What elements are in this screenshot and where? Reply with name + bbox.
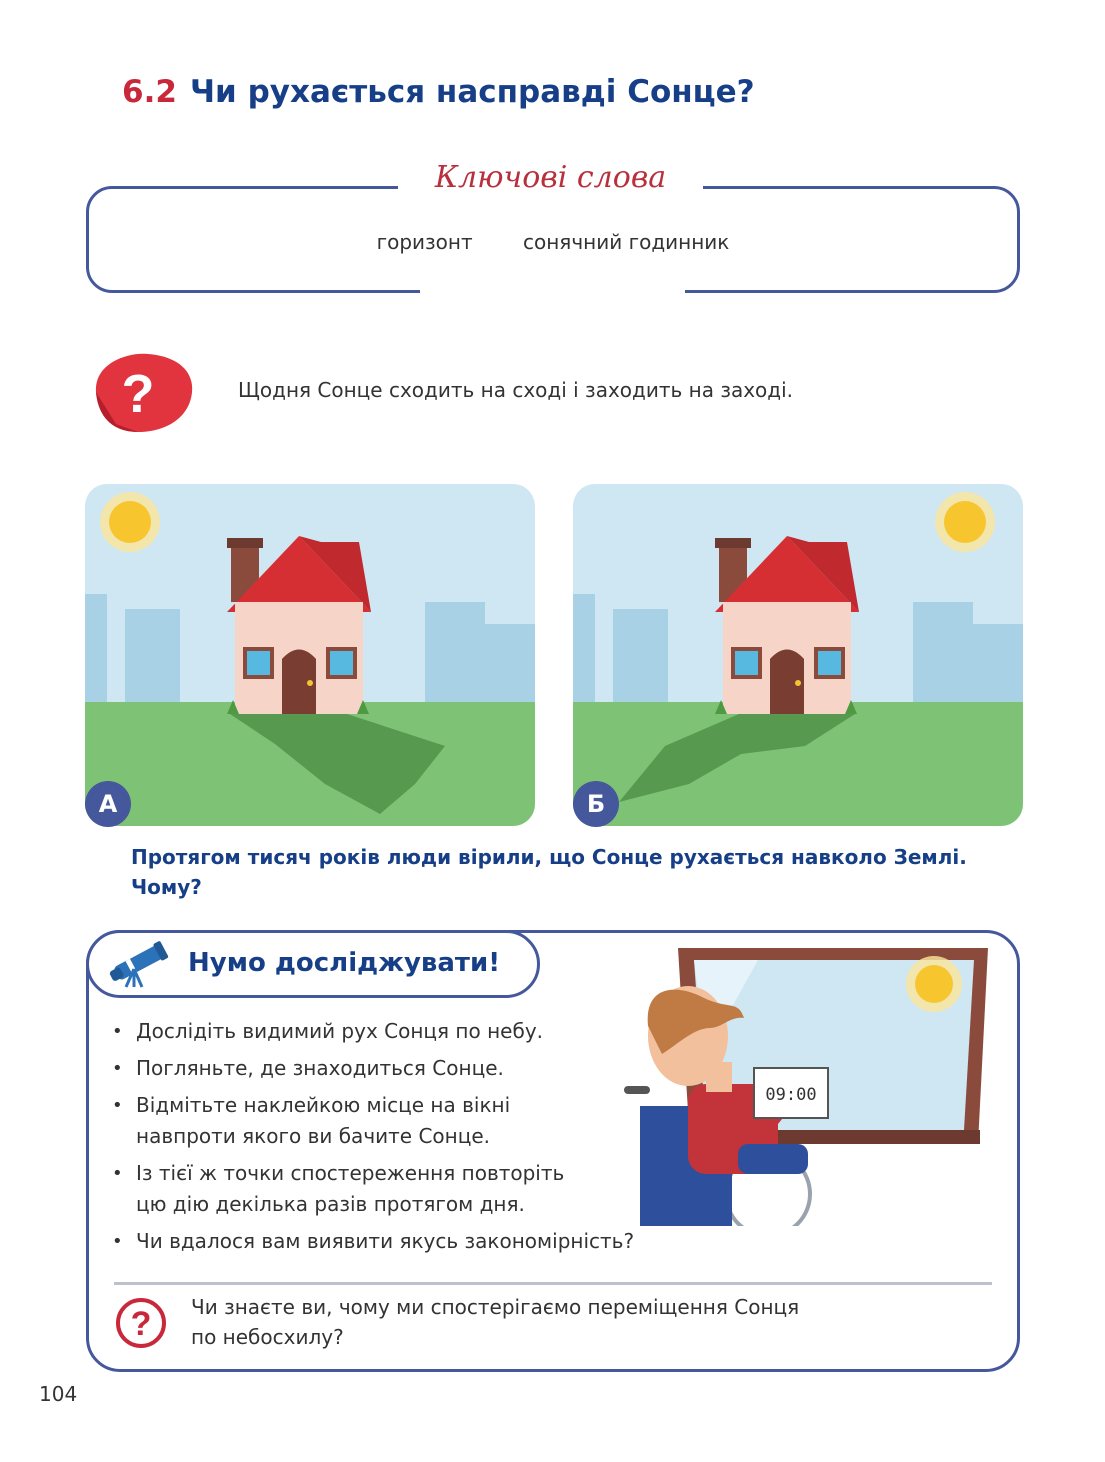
list-item xyxy=(112,1158,634,1220)
discussion-question xyxy=(131,842,1031,902)
illustration-label-b: Б xyxy=(573,781,619,827)
list-item xyxy=(112,1226,634,1257)
list-item-text: цю дію декілька разів протягом дня. xyxy=(136,1192,525,1216)
list-item-text: навпроти якого ви бачите Сонце. xyxy=(136,1124,490,1148)
page-title: Чи рухається насправді Сонце? xyxy=(190,74,755,110)
keyword: горизонт xyxy=(376,230,473,254)
list-item-text: Погляньте, де знаходиться Сонце. xyxy=(136,1056,504,1080)
clock-card-text: 09:00 xyxy=(765,1085,817,1105)
keywords-box-gap-bottom xyxy=(420,280,685,296)
page-number: 104 xyxy=(39,1382,78,1406)
question-line: Протягом тисяч років люди вірили, що Сонце рухається навколо Землі. xyxy=(131,845,967,869)
list-item-text: • Із тієї ж точки спостереження повторіть xyxy=(136,1161,565,1185)
question-icon xyxy=(86,350,196,434)
list-item-text: Дослідіть видимий рух Сонця по небу. xyxy=(136,1019,544,1043)
research-title: Нумо досліджувати! xyxy=(188,948,501,978)
illustration-label-a: А xyxy=(85,781,131,827)
divider xyxy=(114,1282,992,1285)
svg-text:?: ? xyxy=(121,364,155,424)
list-item-text: Чи вдалося вам виявити якусь закономірність? xyxy=(136,1229,635,1253)
boy-at-window-illustration xyxy=(618,944,998,1226)
keyword: сонячний годинник xyxy=(523,230,730,254)
svg-text:?: ? xyxy=(130,1305,152,1343)
section-number: 6.2 xyxy=(122,74,177,110)
keywords-title: Ключові слова xyxy=(434,160,667,195)
list-item xyxy=(112,1053,634,1084)
research-steps xyxy=(112,1016,634,1263)
did-you-know-question xyxy=(191,1292,911,1352)
question-circle-icon xyxy=(114,1296,168,1350)
question-line: Чи знаєте ви, чому ми спостерігаємо переміщення Сонця xyxy=(191,1295,800,1319)
question-line: по небосхилу? xyxy=(191,1325,344,1349)
list-item xyxy=(112,1090,634,1152)
keywords-list xyxy=(86,230,1020,254)
list-item xyxy=(112,1016,634,1047)
list-item-text: • Відмітьте наклейкою місце на вікні xyxy=(136,1093,511,1117)
telescope-icon xyxy=(104,935,174,990)
question-line: Чому? xyxy=(131,875,202,899)
illustration-b xyxy=(573,484,1023,826)
intro-text: Щодня Сонце сходить на сході і заходить на заході. xyxy=(238,378,794,402)
illustration-a xyxy=(85,484,535,826)
